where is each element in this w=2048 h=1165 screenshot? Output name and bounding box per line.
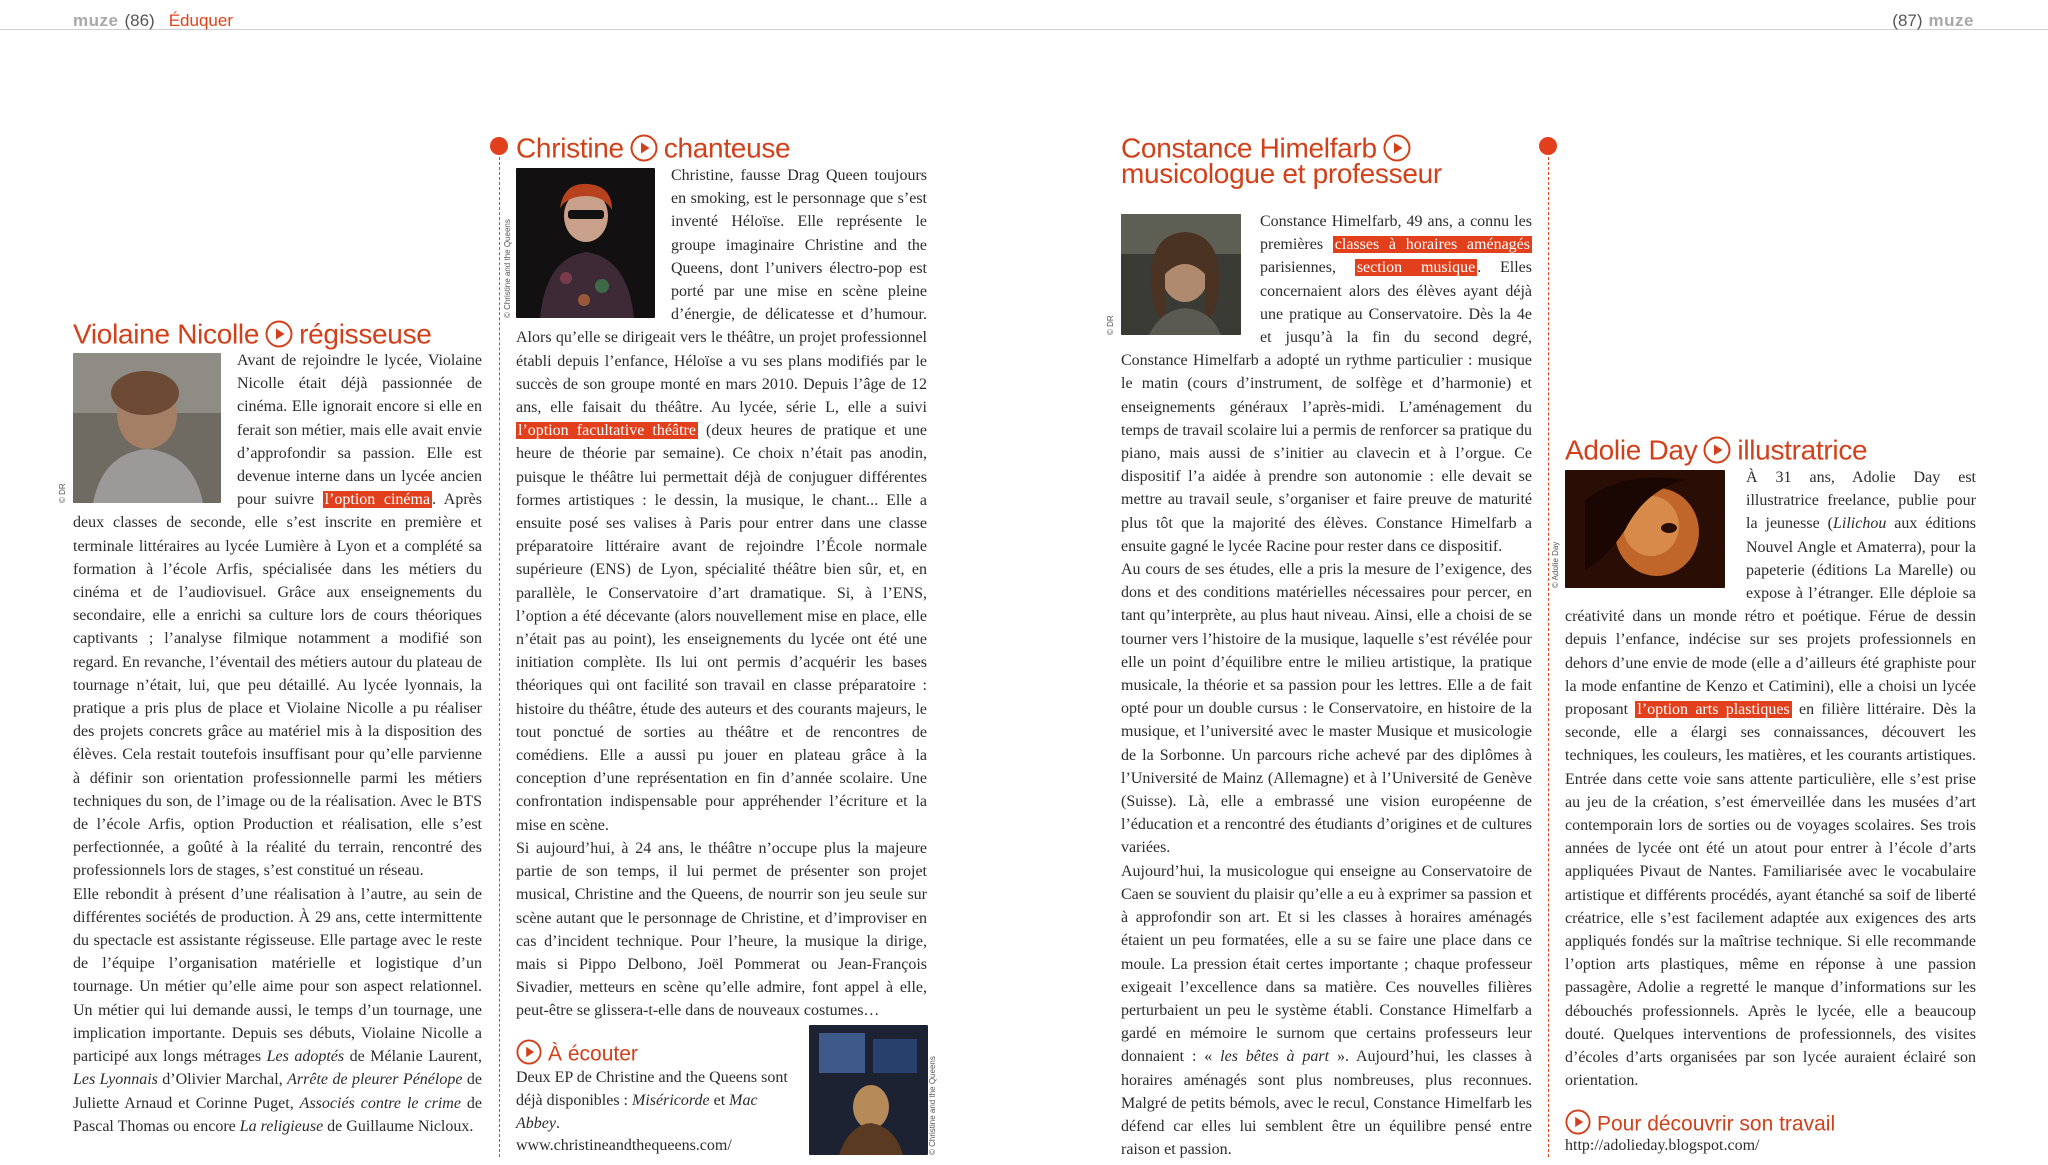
brand-logo: muze xyxy=(73,11,119,30)
photo-credit: © DR xyxy=(58,483,67,503)
website-link[interactable]: www.christineandthequeens.com/ xyxy=(516,1137,732,1154)
play-circle-icon[interactable] xyxy=(1703,436,1731,468)
article-title-christine: Christine chanteuse xyxy=(516,134,790,166)
header-rule xyxy=(0,29,2048,30)
column-divider xyxy=(1548,157,1549,1157)
photo-spacer xyxy=(1121,210,1260,340)
highlight-option: section musique xyxy=(1356,259,1476,277)
article-body-christine xyxy=(516,164,927,1023)
article-title-constance: Constance Himelfarb xyxy=(1121,134,1417,166)
discover-heading[interactable]: Pour découvrir son travail xyxy=(1565,1109,1835,1141)
article-subtitle-constance: musicologue et professeur xyxy=(1121,158,1442,189)
paragraph: Constance Himelfarb, 49 ans, a connu les premières classes à horaires aménagés parisiennes, section musique . Elles concernaient alors des élèves ayant déjà une pratique au Conservatoire. Dès la 4e et jusqu’à la fin du second degré, Constance Himelfarb a adopté un rythme particulier : musique le matin (cours d’instrument, de solfège et d’harmonie) et enseignements généraux l’après-midi. L’aménagement du temps de travail scolaire lui a permis de renforcer sa pratique du piano, mais aussi de s’initier au clavecin et à l’orgue. Ce dispositif l’a aidée à prendre son autonomie : elle devait se mettre au travail seule, s’organiser et faire preuve de maturité plus tôt que la majorité des élèves. Constance Himelfarb a ensuite gagné le lycée Racine pour rester dans ce dispositif. xyxy=(1121,213,1533,555)
running-header-right xyxy=(1886,11,1974,31)
article-title-violaine: Violaine Nicolle régisseuse xyxy=(73,320,432,352)
paragraph: Avant de rejoindre le lycée, Violaine Nicolle était déjà passionnée de cinéma. Elle ignorait encore si elle en ferait son métier, mais elle avait envie d’approfondir sa passion. Elle est devenue interne dans un lycée ancien pour suivre l’option cinéma . Après deux classes de seconde, elle s’est inscrite en première et terminale littéraires au lycée Lumière à Lyon et a complété sa formation à l’école Arfis, spécialisée dans les métiers du cinéma et de l’audiovisuel. Grâce aux enseignements du secondaire, elle a enrichi sa culture lors de cours théoriques captivants ; l’analyse filmique notamment a modifié son regard. En revanche, l’éventail des métiers autour du plateau de tournage n’était, lui, que peu détaillé. Au lycée lyonnais, la pratique a pris plus de place et Violaine Nicolle a pu réaliser des projets concrets grâce au matériel mis à la disposition des élèves. Cela restait toutefois insuffisant pour qu’elle parvienne à définir son orientation professionnelle parmi les métiers techniques du son, de l’image ou de la réalisation. Avec le BTS de l’école Arfis, option Production et réalisation, elle s’est perfectionnée, a goûté à la réalité du terrain, rencontré des professionnels lors de stages, s’est constitué un réseau. xyxy=(73,352,482,880)
page-number: (86) xyxy=(124,11,155,30)
paragraph: Si aujourd’hui, à 24 ans, le théâtre n’occupe plus la majeure partie de son temps, il lui permet de présenter son projet musical, Christine and the Queens, de nourrir son jeu seule sur scène autant que le personnage de Christine, et d’improviser en cas d’incident technique. Pour l’heure, la musique la dirige, mais si Pippo Delbono, Joël Pommerat ou Jean-François Sivadier, metteurs en scène qu’elle admire, font appel à elle, peut-être se glissera-t-elle dans de nouveaux costumes… xyxy=(516,839,927,1020)
paragraph: Christine, fausse Drag Queen toujours en smoking, est le personnage que s’est inventé Héloïse. Elle représente le groupe imaginaire Christine and the Queens, dont l’univers électro-pop est porté par une mise en scène pleine d’énergie, de délicatesse et d’humour. Alors qu’elle se dirigeait vers le théâtre, un projet professionnel établi depuis l’enfance, Héloïse a vu ses plans modifiés par le succès de son groupe monté en mars 2010. Depuis l’âge de 12 ans, elle faisait du théâtre. Au lycée, série L, elle a suivi l’option facultative théâtre (deux heures de pratique et une heure de théorie par semaine). Ce choix n’était pas anodin, puisque le théâtre lui permettait déjà de conjuguer différentes formes artistiques : le dessin, la musique, le chant... Elle a ensuite posé ses valises à Paris pour entrer dans une classe préparatoire littéraire avant de rejoindre l’École normale supérieure (ENS) de Lyon, spécialité théâtre bien sûr, et, en parallèle, le Conservatoire d’art dramatique. Si, à l’ENS, l’option a été décevante (alors nouvellement mise en place, elle n’était pas au point), les enseignements du lycée ont été une initiation complète. Ils lui ont permis d’acquérir les bases théoriques qui ont facilité son travail en classe préparatoire : histoire du théâtre, étude des auteurs et des courants majeurs, le tout ponctué de sorties au théâtre et de rencontres de comédiens. Elle a aussi pu jouer en plateau grâce à la conception d’une représentation en fin d’année scolaire. Une confrontation indispensable pour appréhender l’écriture et la mise en scène. xyxy=(516,167,927,834)
article-title-adolie: Adolie Day illustratrice xyxy=(1565,436,1867,468)
paragraph: Elle rebondit à présent d’une réalisation à l’autre, au sein de différentes sociétés de production. À 29 ans, cette intermittente du spectacle est assistante régisseuse. Elle partage avec le reste de l’équipe l’organisation matérielle et logistique d’un tournage. Un métier qu’elle aime pour son aspect relationnel. Un métier qui lui demande aussi, le temps d’un tournage, une implication importante. Depuis ses débuts, Violaine Nicolle a participé aux longs métrages Les adoptés de Mélanie Laurent, Les Lyonnais d’Olivier Marchal, Arrête de pleurer Pénélope de Juliette Arnaud et Corinne Puget, Associés contre le crime de Pascal Thomas ou encore La religieuse de Guillaume Nicloux. xyxy=(73,885,482,1135)
highlight-option: l’option cinéma xyxy=(324,491,431,509)
highlight-option: classes à horaires aménagés xyxy=(1334,236,1531,254)
article-body-adolie xyxy=(1565,466,1976,1092)
brand-logo: muze xyxy=(1928,11,1974,30)
photo-credit: © DR xyxy=(1106,315,1115,335)
photo-credit: © Adolie Day xyxy=(1551,541,1560,588)
website-link[interactable]: http://adolieday.blogspot.com/ xyxy=(1565,1137,1760,1154)
article-body-constance xyxy=(1121,210,1532,1161)
photo-credit: © Christine and the Queens xyxy=(928,1056,937,1155)
paragraph: À 31 ans, Adolie Day est illustratrice freelance, publie pour la jeunesse (Lilichou aux éditions Nouvel Angle et Amaterra), pour la papeterie (éditions La Marelle) ou expose à l’étranger. Elle déploie sa créativité dans un monde rétro et poétique. Férue de dessin depuis l’enfance, indécise sur ses projets professionnels en dehors d’une envie de mode (elle a d’ailleurs été graphiste pour la mode enfantine de Kenzo et Catimini), elle a choisi un lycée proposant l’option arts plastiques en filière littéraire. Dès la seconde, elle a élargi ses connaissances, découvert les techniques, les couleurs, les matières, et les courants artistiques. Entrée dans cette voie sans attente particulière, elle s’est prise au jeu de la création, s’est émerveillée dans les musées d’art contemporain lors de sorties ou de voyages scolaires. Ses trois années de lycée ont été un atout pour entrer à l’école d’arts appliquées Pivaut de Nantes. Familiarisée avec le vocabulaire artistique et différents procédés, ayant étanché sa soif de liberté créatrice, elle s’est facilement adaptée aux exigences des arts appliqués fondés sur la maîtrise technique. Si elle recommande l’option arts plastiques, même en réponse à une passion passagère, Adolie a regretté le manque d’informations sur les débouchés professionnels. Après le lycée, elle a beaucoup douté. Quelques interventions de professionnels, des visites d’écoles d’arts organisées par son lycée auraient éclairé son orientation. xyxy=(1565,469,1976,1090)
column-marker-dot xyxy=(490,137,508,155)
article-body-violaine xyxy=(73,349,482,1138)
column-marker-dot xyxy=(1539,137,1557,155)
photo-credit: © Christine and the Queens xyxy=(503,219,512,318)
highlight-option: l’option facultative théâtre xyxy=(518,422,696,440)
play-circle-icon[interactable] xyxy=(630,134,658,166)
concert-photo-christine xyxy=(809,1025,928,1155)
highlight-option: l’option arts plastiques xyxy=(1637,701,1790,719)
listen-text: Deux EP de Christine and the Queens sont déjà disponibles : Miséricorde et Mac Abbey. xyxy=(516,1069,788,1133)
photo-spacer xyxy=(1565,466,1746,592)
column-divider xyxy=(499,157,500,1157)
play-circle-icon[interactable] xyxy=(265,320,293,352)
paragraph: Au cours de ses études, elle a pris la mesure de l’exigence, des dons et des conditions matérielles nécessaires pour percer, en tant qu’interprète, au plus haut niveau. Ainsi, elle a choisi de se tourner vers l’histoire de la musique, laquelle s’est révélée pour elle un point d’équilibre entre le milieu artistique, la pratique musicale, la théorie et sa passion pour les lettres. Elle a de fait opté pour un double cursus : le Conservatoire, en histoire de la musique, et l’université avec le master Musique et musicologie de la Sorbonne. Un parcours riche achevé par des diplômes à l’Université de Mainz (Allemagne) et à l’Université de Genève (Suisse). Là, elle a embrassé une vision européenne de l’éducation et a rencontré des étudiants d’origines et de cultures variées. xyxy=(1121,561,1532,857)
paragraph: Aujourd’hui, la musicologue qui enseigne au Conservatoire de Caen se souvient du plaisir qu’elle a eu à exprimer sa passion et à approfondir son art. Et si les classes à horaires aménagés étaient un peu formatées, elle a su se faire une place dans ce moule. La pression était certes importante ; chaque professeur exigeait l’excellence dans sa matière. Ces nouvelles filières perturbaient un peu le système établi. Constance Himelfarb a gardé en mémoire le surnom que certains professeurs leur donnaient : « les bêtes à part ». Aujourd’hui, les classes à horaires aménagés sont plus nombreuses, plus reconnues. Malgré de petits bémols, avec le recul, Constance Himelfarb les défend car elles lui semblent être un équilibre pensé entre raison et passion. xyxy=(1121,862,1532,1159)
photo-spacer xyxy=(516,164,671,320)
page-number: (87) xyxy=(1892,11,1923,30)
listen-heading[interactable]: À écouter xyxy=(516,1039,638,1071)
running-header-left xyxy=(73,11,233,31)
section-name[interactable]: Éduquer xyxy=(168,11,233,30)
photo-spacer xyxy=(73,349,237,505)
